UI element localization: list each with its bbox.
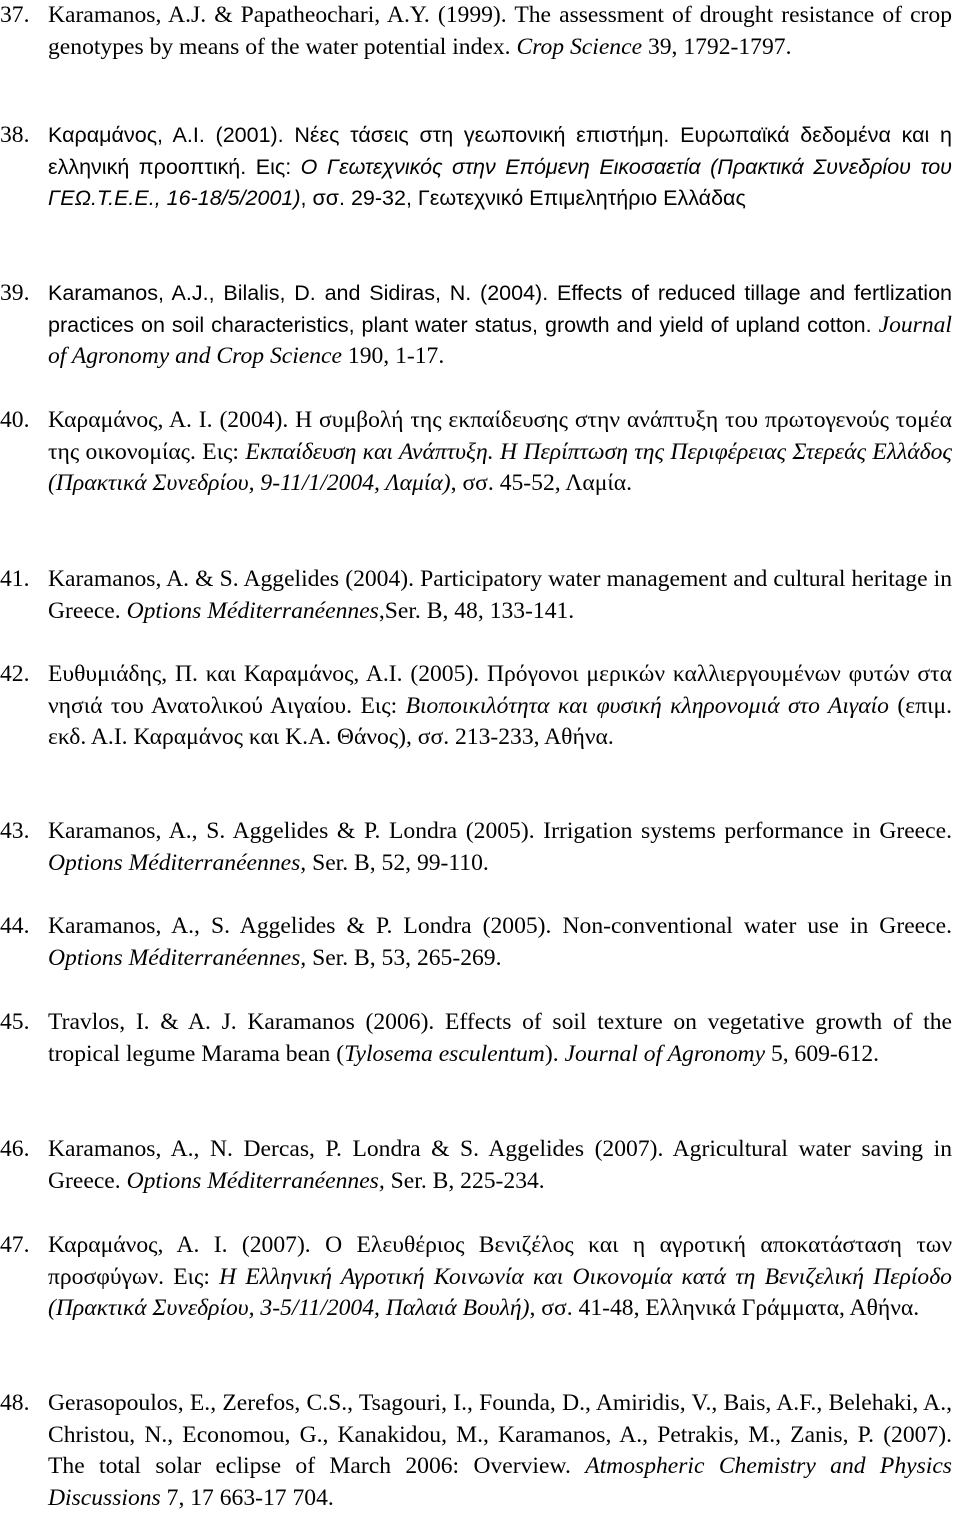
reference-text xyxy=(48,1007,952,1070)
reference-number: 38. xyxy=(0,122,30,148)
reference-text xyxy=(48,278,952,373)
reference-segment: Karamanos, A., S. Aggelides & P. Londra (2005). Non-conventional water use in Greece. xyxy=(48,913,952,939)
reference-number: 46. xyxy=(0,1136,30,1162)
reference-number: 44. xyxy=(0,913,30,939)
reference-italic-segment: Crop Science xyxy=(516,33,643,60)
reference-segment: Karamanos, A. & S. Aggelides (2004). Participatory water management and cultural heritage in Greece. xyxy=(48,566,952,624)
reference-number: 39. xyxy=(0,280,30,306)
reference-segment: Ser. B, 53, 265-269. xyxy=(306,944,502,971)
reference-item xyxy=(0,1134,952,1197)
reference-segment: Ευθυμιάδης, Π. και Καραμάνος, Α.Ι. (2005). Πρόγονοι μερικών καλλιεργουμένων φυτών στα νησιά του Ανατολικού Αιγαίου. Εις: xyxy=(48,661,952,719)
reference-number: 41. xyxy=(0,566,30,592)
reference-italic-segment: Journal of Agronomy and Crop Science xyxy=(48,311,952,370)
reference-segment: , σσ. 41-48, Ελληνικά Γράμματα, Αθήνα. xyxy=(529,1295,920,1322)
reference-segment: Travlos, I. & A. J. Karamanos (2006). Effects of soil texture on vegetative growth of the tropical legume Marama bean ( xyxy=(48,1009,952,1067)
reference-segment: ,Ser. B, 48, 133-141. xyxy=(378,597,575,624)
reference-number: 45. xyxy=(0,1009,30,1035)
reference-number: 42. xyxy=(0,661,30,687)
reference-italic-segment: Η Ελληνική Αγροτική Κοινωνία και Οικονομία κατά τη Βενιζελική Περίοδο (Πρακτικά Συνεδρίου, 3-5/11/2004, Παλαιά Βουλή) xyxy=(48,1263,952,1322)
reference-item xyxy=(0,0,952,63)
reference-segment: (επιμ. εκδ. Α.Ι. Καραμάνος και Κ.Α. Θάνος), σσ. 213-233, Αθήνα. xyxy=(48,692,952,751)
reference-item xyxy=(0,816,952,879)
reference-item xyxy=(0,911,952,974)
reference-segment: Karamanos, A., S. Aggelides & P. Londra (2005). Irrigation systems performance in Greece. xyxy=(48,818,952,844)
reference-text xyxy=(48,1388,952,1514)
reference-italic-segment: Options Méditerranéennes, xyxy=(126,1167,385,1194)
reference-text xyxy=(48,659,952,754)
reference-segment: 190, 1-17. xyxy=(342,343,445,370)
reference-item xyxy=(0,1230,952,1325)
reference-item xyxy=(0,278,952,373)
reference-number: 43. xyxy=(0,818,30,844)
reference-text xyxy=(48,0,952,63)
reference-segment: Gerasopoulos, E., Zerefos, C.S., Tsagouri, I., Founda, D., Amiridis, V., Bais, A.F., Belehaki, A., Christou, N., Economou, G., Kanakidou, M., Karamanos, A., Petrakis, M., Zanis, P. (2007). The total solar eclipse of March 2006: Overview. xyxy=(48,1390,952,1480)
reference-italic-segment: Options Méditerranéennes xyxy=(126,597,379,624)
reference-italic-segment: Options Méditerranéennes, xyxy=(48,849,307,876)
reference-segment: Karamanos, A.J. & Papatheochari, A.Y. (1999). The assessment of drought resistance of crop genotypes by means of the water potential index. xyxy=(48,2,952,60)
reference-text xyxy=(48,911,952,974)
reference-segment: ). xyxy=(544,1040,565,1067)
reference-number: 47. xyxy=(0,1232,30,1258)
reference-segment: Ser. B, 52, 99-110. xyxy=(306,849,489,876)
reference-segment: 39, 1792-1797. xyxy=(642,33,792,60)
reference-text xyxy=(48,1134,952,1197)
reference-italic-segment: Atmospheric Chemistry and Physics Discussions xyxy=(48,1453,952,1511)
reference-segment: , σσ. 29-32, Γεωτεχνικό Επιμελητήριο Ελλάδας xyxy=(300,186,746,211)
reference-segment: 5, 609-612. xyxy=(765,1040,880,1067)
reference-italic-segment: Options Méditerranéennes, xyxy=(48,944,307,971)
reference-italic-segment: Ο Γεωτεχνικός στην Επόμενη Εικοσαετία (Πρακτικά Συνεδρίου του ΓΕΩ.Τ.Ε.Ε., 16-18/5/2001) xyxy=(48,154,952,211)
reference-italic-segment: Βιοποικιλότητα και φυσική κληρονομιά στο Αιγαίο xyxy=(405,692,889,719)
reference-item xyxy=(0,1007,952,1070)
reference-segment: , σσ. 45-52, Λαμία. xyxy=(450,470,632,497)
reference-segment: Karamanos, A., N. Dercas, P. Londra & S. Aggelides (2007). Agricultural water saving in Greece. xyxy=(48,1136,952,1194)
reference-italic-segment: Journal of Agronomy xyxy=(564,1040,766,1067)
reference-italic-segment: Tylosema esculentum xyxy=(344,1040,545,1067)
reference-text xyxy=(48,1230,952,1325)
reference-number: 40. xyxy=(0,407,30,433)
reference-number: 48. xyxy=(0,1390,30,1416)
reference-segment: Καραμάνος, Α.Ι. (2001). Νέες τάσεις στη γεωπονική επιστήμη. Ευρωπαϊκά δεδομένα και η ελληνική προοπτική. Εις: xyxy=(48,123,952,179)
reference-segment: Karamanos, A.J., Bilalis, D. and Sidiras, N. (2004). Effects of reduced tillage and fertlization practices on soil characteristics, plant water status, growth and yield of upland cotton. xyxy=(48,281,952,337)
reference-item xyxy=(0,120,952,215)
reference-item xyxy=(0,405,952,500)
reference-italic-segment: Εκπαίδευση και Ανάπτυξη. Η Περίπτωση της Περιφέρειας Στερεάς Ελλάδος (Πρακτικά Συνεδρίου, 9-11/1/2004, Λαμία) xyxy=(48,438,952,497)
reference-text xyxy=(48,564,952,627)
reference-item xyxy=(0,659,952,754)
reference-item xyxy=(0,564,952,627)
reference-text xyxy=(48,120,952,215)
reference-text xyxy=(48,816,952,879)
reference-text xyxy=(48,405,952,500)
reference-number: 37. xyxy=(0,2,30,28)
reference-segment: Καραμάνος, Α. Ι. (2007). Ο Ελευθέριος Βενιζέλος και η αγροτική αποκατάσταση των προσφύγων. Εις: xyxy=(48,1232,952,1290)
reference-segment: Καραμάνος, Α. Ι. (2004). Η συμβολή της εκπαίδευσης στην ανάπτυξη του πρωτογενούς τομέα της οικονομίας. Εις: xyxy=(48,407,952,465)
reference-segment: 7, 17 663-17 704. xyxy=(160,1484,334,1511)
reference-segment: Ser. B, 225-234. xyxy=(384,1167,545,1194)
reference-item xyxy=(0,1388,952,1514)
